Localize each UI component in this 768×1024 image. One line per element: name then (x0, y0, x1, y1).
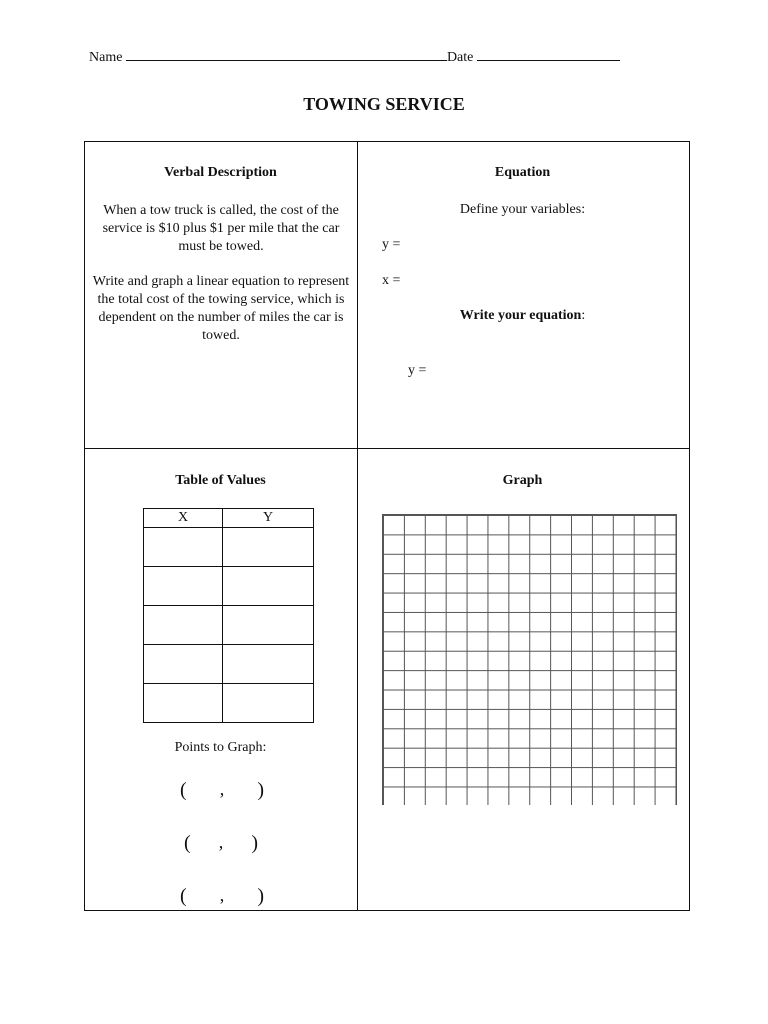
graph-grid[interactable] (382, 514, 677, 805)
point-comma: , (219, 885, 225, 905)
write-equation-text: Write your equation (459, 308, 582, 323)
equation-y-label: y = (408, 363, 427, 378)
column-header-x: X (144, 509, 223, 528)
write-equation-label (357, 308, 688, 324)
table-cell-x[interactable] (144, 528, 223, 567)
table-header-row (144, 509, 314, 528)
graph-heading: Graph (502, 473, 543, 488)
point-comma: , (219, 779, 225, 799)
table-heading: Table of Values (175, 473, 266, 488)
point-entry-3[interactable] (180, 885, 264, 908)
table-cell-x[interactable] (144, 567, 223, 606)
equation-heading: Equation (494, 165, 551, 180)
page-title: TOWING SERVICE (303, 94, 465, 114)
name-field[interactable] (126, 46, 447, 61)
point-close-paren: ) (251, 832, 258, 854)
table-row (144, 606, 314, 645)
point-open-paren: ( (180, 885, 187, 907)
point-close-paren: ) (257, 779, 264, 801)
verbal-paragraph-1: When a tow truck is called, the cost of the service is $10 plus $1 per mile that the car must be towed. (102, 203, 340, 254)
table-row (144, 567, 314, 606)
point-open-paren: ( (184, 832, 191, 854)
table-cell-x[interactable] (144, 645, 223, 684)
verbal-heading: Verbal Description (164, 165, 277, 180)
table-cell-x[interactable] (144, 684, 223, 723)
x-definition-label: x = (382, 273, 401, 288)
point-close-paren: ) (257, 885, 264, 907)
table-cell-y[interactable] (223, 567, 314, 606)
header-line (89, 46, 620, 66)
table-cell-x[interactable] (144, 606, 223, 645)
table-of-values (143, 508, 314, 723)
name-label: Name (89, 50, 123, 65)
vertical-divider (357, 141, 358, 911)
column-header-y: Y (223, 509, 314, 528)
points-to-graph-label: Points to Graph: (174, 740, 267, 755)
horizontal-divider (84, 448, 690, 449)
table-row (144, 528, 314, 567)
table-cell-y[interactable] (223, 606, 314, 645)
point-entry-2[interactable] (184, 832, 258, 855)
write-equation-colon: : (581, 308, 586, 323)
table-row (144, 684, 314, 723)
point-entry-1[interactable] (180, 779, 264, 802)
verbal-paragraph-2: Write and graph a linear equation to represent the total cost of the towing service, which is dependent on the number of miles the car is towed. (92, 274, 350, 343)
table-row (144, 645, 314, 684)
date-field[interactable] (477, 46, 620, 61)
point-comma: , (218, 832, 224, 852)
point-open-paren: ( (180, 779, 187, 801)
date-label: Date (446, 50, 474, 65)
table-cell-y[interactable] (223, 645, 314, 684)
table-cell-y[interactable] (223, 684, 314, 723)
define-variables-label: Define your variables: (459, 202, 586, 217)
y-definition-label: y = (382, 237, 401, 252)
table-cell-y[interactable] (223, 528, 314, 567)
